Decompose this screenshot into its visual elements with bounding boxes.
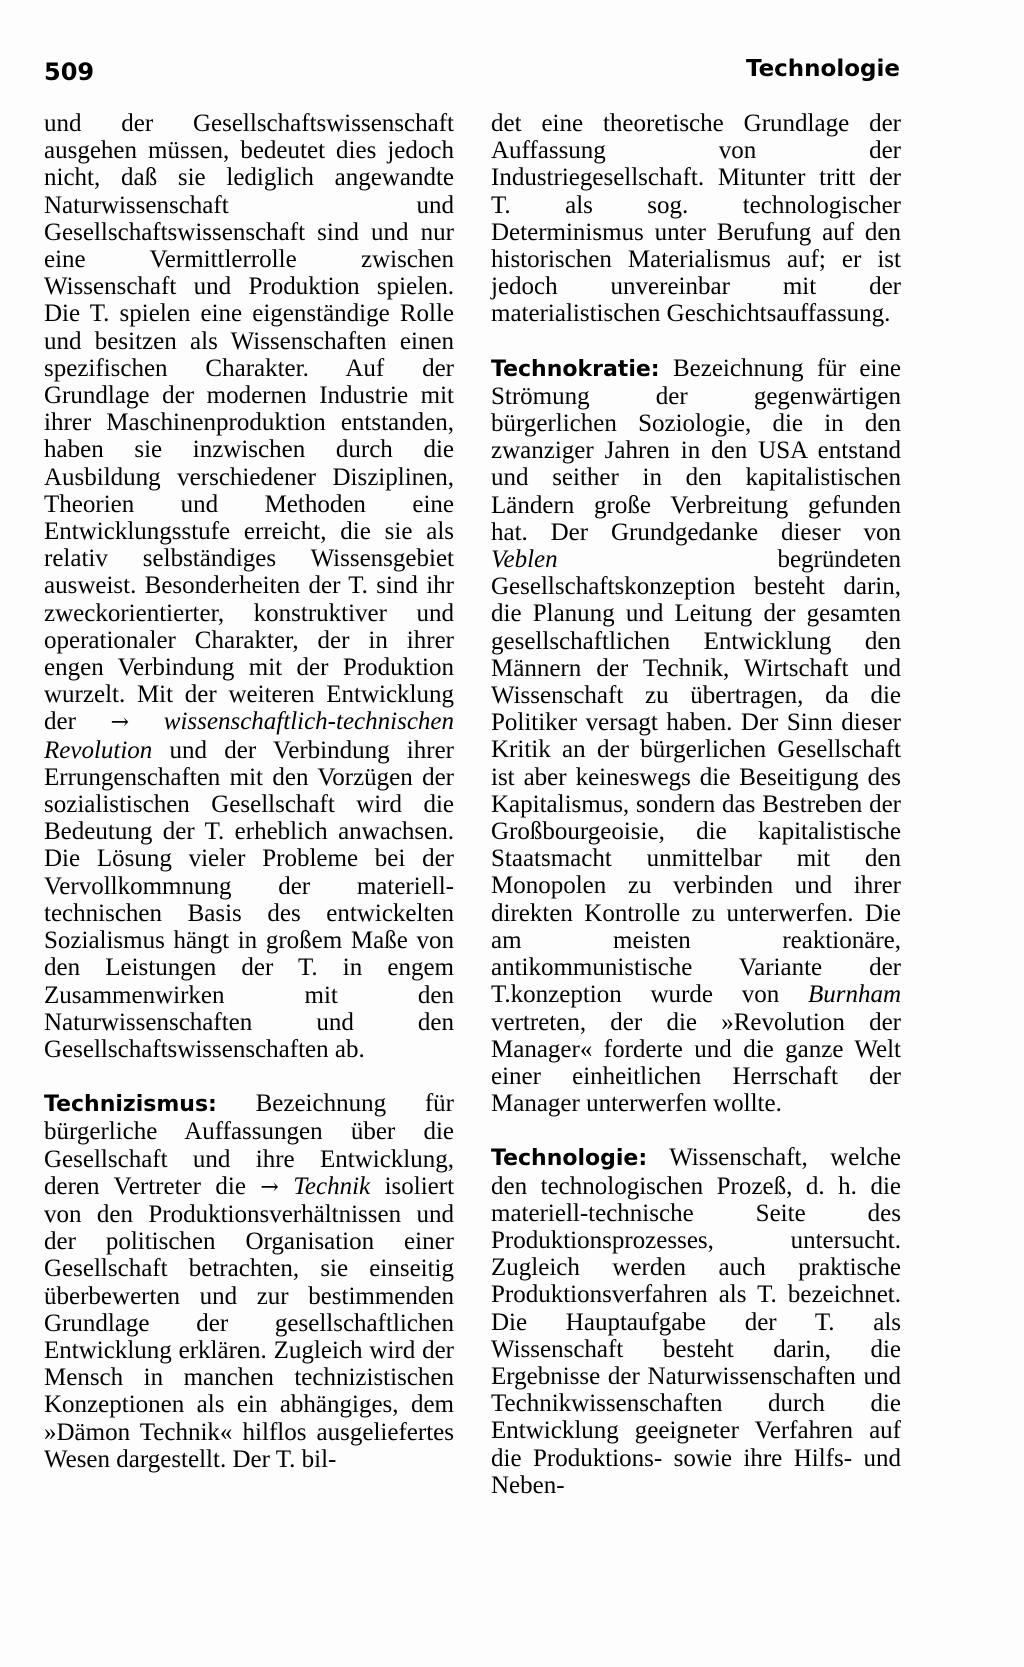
text: vertreten, der die »Revolution der Manager« forderte und die ganze Welt einer einheitlichen Herrschaft der Manager unterwerfen wollte. — [491, 1008, 901, 1118]
cross-reference-link[interactable]: wissenschaftlich-technischen Revolution — [44, 708, 455, 764]
text: isoliert von den Produktionsverhältnissen und der politischen Organisation einer Gesellschaft betrachten, sie einseitig überbewerten und zur bestimmenden Grundlage der gesellschaftlichen Entwicklung erklären. Zugleich wird der Mensch in manchen technizistischen Konzeptionen als ein abhängiges, dem »Dämon Technik« hilflos ausgeliefertes Wesen dargestellt. Der T. bil- — [44, 1172, 455, 1473]
entry-term: Technokratie: — [491, 356, 660, 382]
text: und der Verbindung ihrer Errungenschaften mit den Vorzügen der sozialistischen Gesellschaft wird die Bedeutung der T. erheblich anwachsen. Die Lösung vieler Probleme bei der Vervollkommnung der materiell-technischen Basis des entwickelten Sozialismus hängt in großem Maße von den Leistungen der T. in engem Zusammenwirken mit den Naturwissenschaften und den Gesellschaftswissenschaften ab. — [44, 736, 454, 1063]
entry-term: Technizismus: — [44, 1092, 217, 1118]
cross-reference-link[interactable]: Technik — [293, 1172, 371, 1200]
person-name: Burnham — [807, 981, 901, 1009]
entry-technokratie — [491, 355, 901, 1118]
right-column — [491, 110, 901, 1499]
entry-term: Technologie: — [491, 1146, 648, 1172]
text: Bezeichnung für eine Strömung der gegenwärtigen bürgerlichen Soziologie, die in den zwanziger Jahren in den USA entstand und seither in den kapitalistischen Ländern große Verbreitung gefunden hat. Der Grundgedanke dieser von — [491, 354, 902, 546]
page-number: 509 — [44, 58, 95, 86]
cross-reference-arrow-icon: → — [110, 710, 130, 736]
text: und der Gesellschaftswissenschaft ausgehen müssen, bedeutet dies jedoch nicht, daß sie lediglich angewandte Naturwissenschaft und Gesellschaftswissenschaft sind und nur eine Vermittlerrolle zwischen Wissenschaft und Produktion spielen. Die T. spielen eine eigenständige Rolle und besitzen als Wissenschaften einen spezifischen Charakter. Auf der Grundlage der modernen Industrie mit ihrer Maschinenproduktion entstanden, haben sie inzwischen durch die Ausbildung verschiedener Disziplinen, Theorien und Methoden eine Entwicklungsstufe erreicht, die sie als relativ selbständiges Wissensgebiet ausweist. Besonderheiten der T. sind ihr zweckorientierter, konstruktiver und operationaler Charakter, der in ihrer engen Verbindung mit der Produktion wurzelt. Mit der weiteren Entwicklung der — [44, 110, 454, 736]
left-column — [44, 110, 454, 1473]
continued-paragraph: det eine theoretische Grundlage der Auffassung von der Industriegesellschaft. Mitunter tritt der T. als sog. technologischer Determinismus unter Berufung auf den historischen Materialismus auf; er ist jedoch unvereinbar mit der materialistischen Geschichtsauffassung. — [491, 110, 901, 328]
entry-technizismus — [44, 1090, 454, 1473]
text: Bezeichnung für bürgerliche Auffassungen über die Gesellschaft und ihre Entwicklung, deren Vertreter die — [44, 1090, 454, 1200]
text: begründeten Gesellschaftskonzeption besteht darin, die Planung und Leitung der gesamten gesellschaftlichen Entwicklung den Männern der Technik, Wirtschaft und Wissenschaft zu übertragen, da die Politiker versagt haben. Der Sinn dieser Kritik an der bürgerlichen Gesellschaft ist aber keineswegs die Beseitigung des Kapitalismus, sondern das Bestreben der Großbourgeoisie, die kapitalistische Staatsmacht unmittelbar mit den Monopolen zu verbinden und ihrer direkten Kontrolle zu unterwerfen. Die am meisten reaktionäre, antikommunistische Variante der T.konzeption wurde von — [491, 546, 901, 1009]
text: Wissenschaft, welche den technologischen Prozeß, d. h. die materiell-technische Seite des Produktionsprozesses, untersucht. Zugleich werden auch praktische Produktionsverfahren als T. bezeichnet. Die Hauptaufgabe der T. als Wissenschaft besteht darin, die Ergebnisse der Naturwissenschaften und Technikwissenschaften durch die Entwicklung geeigneter Verfahren auf die Produktions- sowie ihre Hilfs- und Neben- — [491, 1144, 901, 1499]
entry-technologie — [491, 1144, 901, 1499]
continued-paragraph — [44, 110, 454, 1063]
person-name: Veblen — [491, 546, 558, 574]
cross-reference-arrow-icon: → — [260, 1174, 279, 1200]
running-head: Technologie — [745, 56, 900, 82]
